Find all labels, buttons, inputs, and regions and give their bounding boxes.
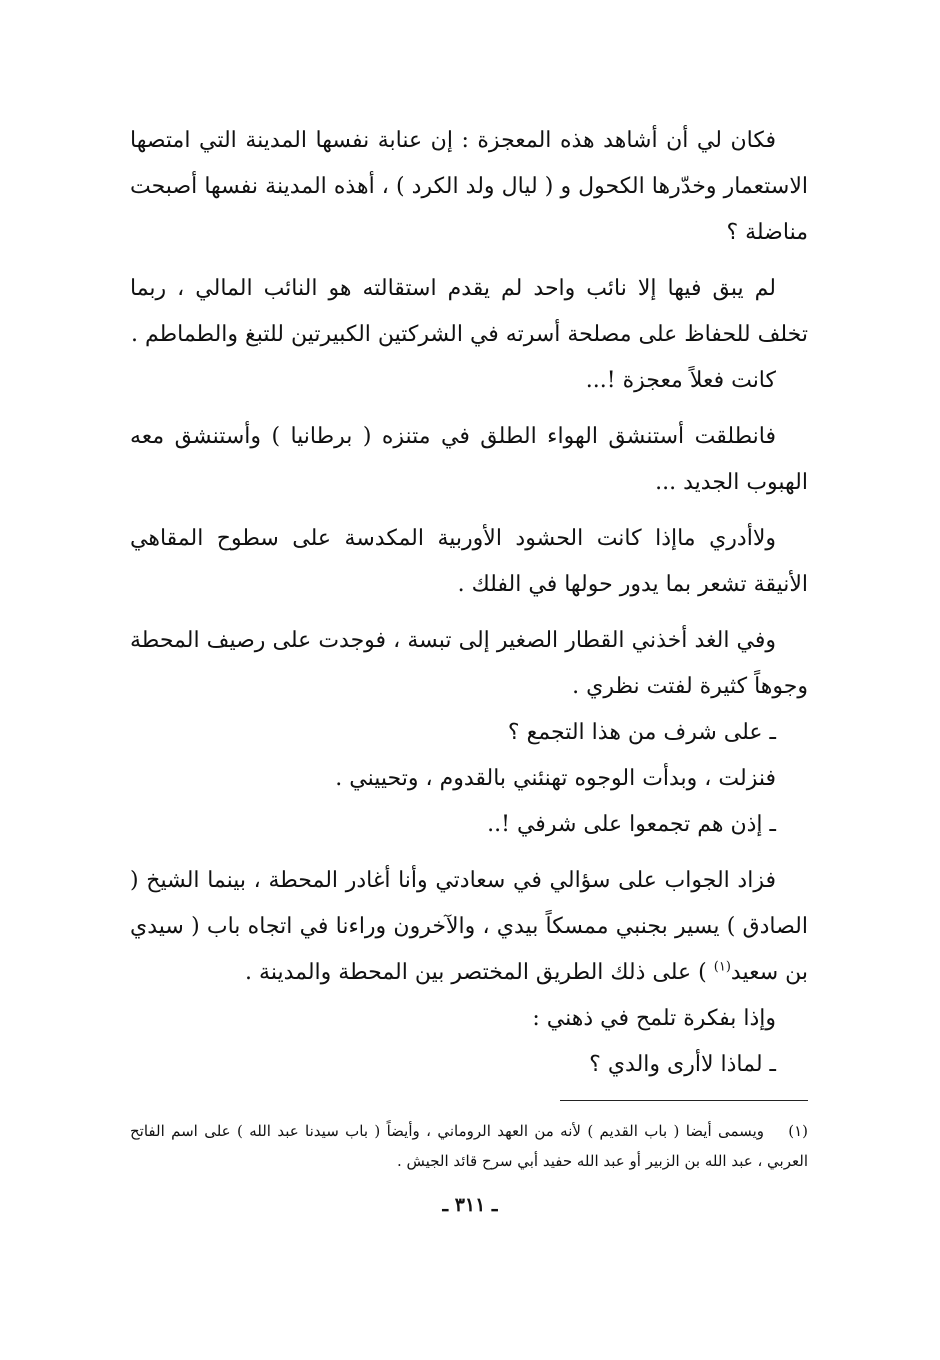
dialogue-line-3: ـ لماذا لاأرى والدي ؟ <box>589 1052 776 1077</box>
page-number: ـ ٣١١ ـ <box>442 1194 498 1216</box>
paragraph-8-continuation: ) على ذلك الطريق المختصر بين المحطة والمدينة . <box>245 960 714 985</box>
paragraph-1: فكان لي أن أشاهد هذه المعجزة : إن عنابة نفسها المدينة التي امتصها الاستعمار وخدّرها الكحول و ( ليال ولد الكرد ) ، أهذه المدينة نفسها أصبحت مناضلة ؟ <box>130 128 808 245</box>
paragraph-7: فنزلت ، وبدأت الوجوه تهنئني بالقدوم ، وتحييني . <box>335 766 776 791</box>
paragraph-5: ولاأدري ماإذا كانت الحشود الأوربية المكدسة على سطوح المقاهي الأنيقة تشعر بما يدور حولها في الفلك . <box>130 526 808 597</box>
footnote-marker: (١) <box>788 1122 808 1140</box>
paragraph-6: وفي الغد أخذني القطار الصغير إلى تبسة ، فوجدت على رصيف المحطة وجوهاً كثيرة لفتت نظري . <box>130 628 808 699</box>
paragraph-8-text: فزاد الجواب على سؤالي في سعادتي وأنا أغادر المحطة ، بينما الشيخ ( الصادق ) يسير بجنبي ممسكاً بيدي ، والآخرون وراءنا في اتجاه باب ( سيدي بن سعيد <box>130 868 808 985</box>
paragraph-4: فانطلقت أستنشق الهواء الطلق في متنزه ( برطانيا ) وأستنشق معه الهبوب الجديد ... <box>130 424 808 495</box>
dialogue-line-1: ـ على شرف من هذا التجمع ؟ <box>507 720 776 745</box>
footnote <box>130 1116 808 1176</box>
footnote-reference: (١) <box>713 959 731 975</box>
dialogue-line-2: ـ إذن هم تجمعوا على شرفي !.. <box>487 812 776 837</box>
paragraph-2: لم يبق فيها إلا نائب واحد لم يقدم استقالته هو النائب المالي ، ربما تخلف للحفاظ على مصلحة أسرته في الشركتين الكبيرتين للتبغ والطماطم . <box>130 276 808 347</box>
main-text <box>130 118 808 1088</box>
paragraph-8 <box>130 858 808 996</box>
paragraph-9: وإذا بفكرة تلمح في ذهني : <box>532 1006 776 1031</box>
footnote-divider <box>560 1100 808 1101</box>
paragraph-3: كانت فعلاً معجزة !... <box>585 368 776 393</box>
footnote-text: ويسمى أيضا ( باب القديم ) لأنه من العهد الروماني ، وأيضاً ( باب سيدنا عبد الله ) على اسم الفاتح العربي ، عبد الله بن الزبير أو عبد الله حفيد أبي سرح قائد الجيش . <box>130 1122 808 1170</box>
